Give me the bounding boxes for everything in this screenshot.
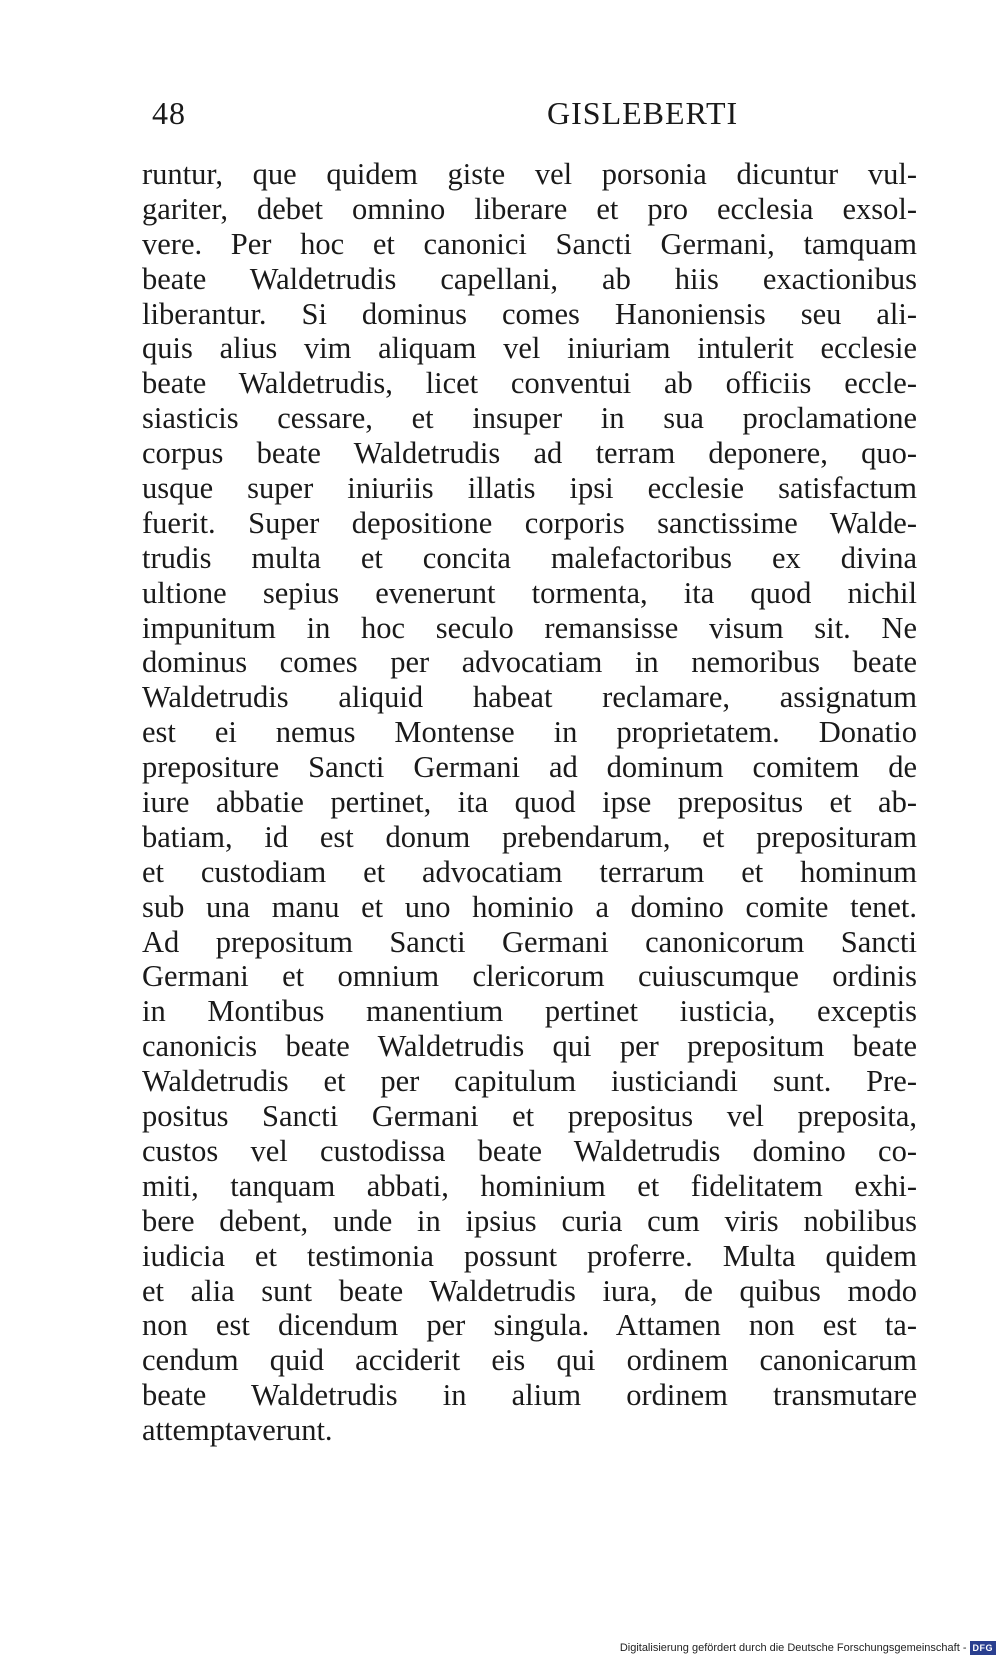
- text-line: attemptaverunt.: [142, 1413, 333, 1448]
- text-line: positus Sancti Germani et prepositus vel preposita,: [142, 1099, 917, 1134]
- footer: [620, 1639, 996, 1657]
- text-line: beate Waldetrudis, licet conventui ab officiis eccle-: [142, 366, 917, 401]
- text-line: et alia sunt beate Waldetrudis iura, de quibus modo: [142, 1273, 917, 1308]
- text-line: fuerit. Super depositione corporis sanctissime Walde-: [142, 505, 917, 540]
- text-line: vere. Per hoc et canonici Sancti Germani, tamquam: [142, 226, 917, 261]
- text-line: liberantur. Si dominus comes Hanoniensis seu ali-: [142, 296, 917, 331]
- text-line: canonicis beate Waldetrudis qui per prepositum beate: [142, 1029, 917, 1064]
- text-line: bere debent, unde in ipsius curia cum viris nobilibus: [142, 1203, 917, 1238]
- text-line: miti, tanquam abbati, hominium et fidelitatem exhi-: [142, 1168, 917, 1203]
- text-line: iure abbatie pertinet, ita quod ipse prepositus et ab-: [142, 785, 917, 820]
- text-line: usque super iniuriis illatis ipsi ecclesie satisfactum: [142, 471, 917, 506]
- dfg-logo: DFG: [970, 1641, 997, 1655]
- text-line: Ad prepositum Sancti Germani canonicorum Sancti: [142, 924, 917, 959]
- text-line: et custodiam et advocatiam terrarum et hominum: [142, 854, 917, 889]
- text-line: custos vel custodissa beate Waldetrudis domino co-: [142, 1133, 917, 1168]
- text-line: cendum quid acciderit eis qui ordinem canonicarum: [142, 1343, 917, 1378]
- text-line: in Montibus manentium pertinet iusticia, exceptis: [142, 994, 917, 1029]
- text-line: gariter, debet omnino liberare et pro ecclesia exsol-: [142, 191, 917, 226]
- text-line: beate Waldetrudis in alium ordinem transmutare: [142, 1378, 917, 1413]
- text-line: prepositure Sancti Germani ad dominum comitem de: [142, 750, 917, 785]
- text-line: quis alius vim aliquam vel iniuriam intulerit ecclesie: [142, 331, 917, 366]
- body-text: [142, 157, 917, 1448]
- text-line: iudicia et testimonia possunt proferre. Multa quidem: [142, 1238, 917, 1273]
- text-line: Waldetrudis et per capitulum iusticiandi sunt. Pre-: [142, 1064, 917, 1099]
- footer-credit: Digitalisierung gefördert durch die Deutsche Forschungsgemeinschaft -: [619, 1642, 967, 1654]
- text-line: corpus beate Waldetrudis ad terram deponere, quo-: [142, 436, 917, 471]
- text-line: non est dicendum per singula. Attamen non est ta-: [142, 1308, 917, 1343]
- text-line: siasticis cessare, et insuper in sua proclamatione: [142, 401, 917, 436]
- text-line: Waldetrudis aliquid habeat reclamare, assignatum: [142, 680, 917, 715]
- text-line: dominus comes per advocatiam in nemoribus beate: [142, 645, 917, 680]
- text-line: impunitum in hoc seculo remansisse visum sit. Ne: [142, 610, 917, 645]
- text-line: beate Waldetrudis capellani, ab hiis exactionibus: [142, 261, 917, 296]
- text-line: sub una manu et uno hominio a domino comite tenet.: [142, 889, 917, 924]
- text-line: est ei nemus Montense in proprietatem. Donatio: [142, 715, 917, 750]
- page-number: 48: [152, 95, 186, 131]
- running-head: GISLEBERTI: [547, 95, 739, 131]
- text-line: ultione sepius evenerunt tormenta, ita quod nichil: [142, 575, 917, 610]
- text-line: batiam, id est donum prebendarum, et preposituram: [142, 819, 917, 854]
- page-header: [142, 88, 912, 138]
- text-line: trudis multa et concita malefactoribus ex divina: [142, 540, 917, 575]
- text-line: Germani et omnium clericorum cuiuscumque ordinis: [142, 959, 917, 994]
- text-line: runtur, que quidem giste vel porsonia dicuntur vul-: [142, 157, 917, 191]
